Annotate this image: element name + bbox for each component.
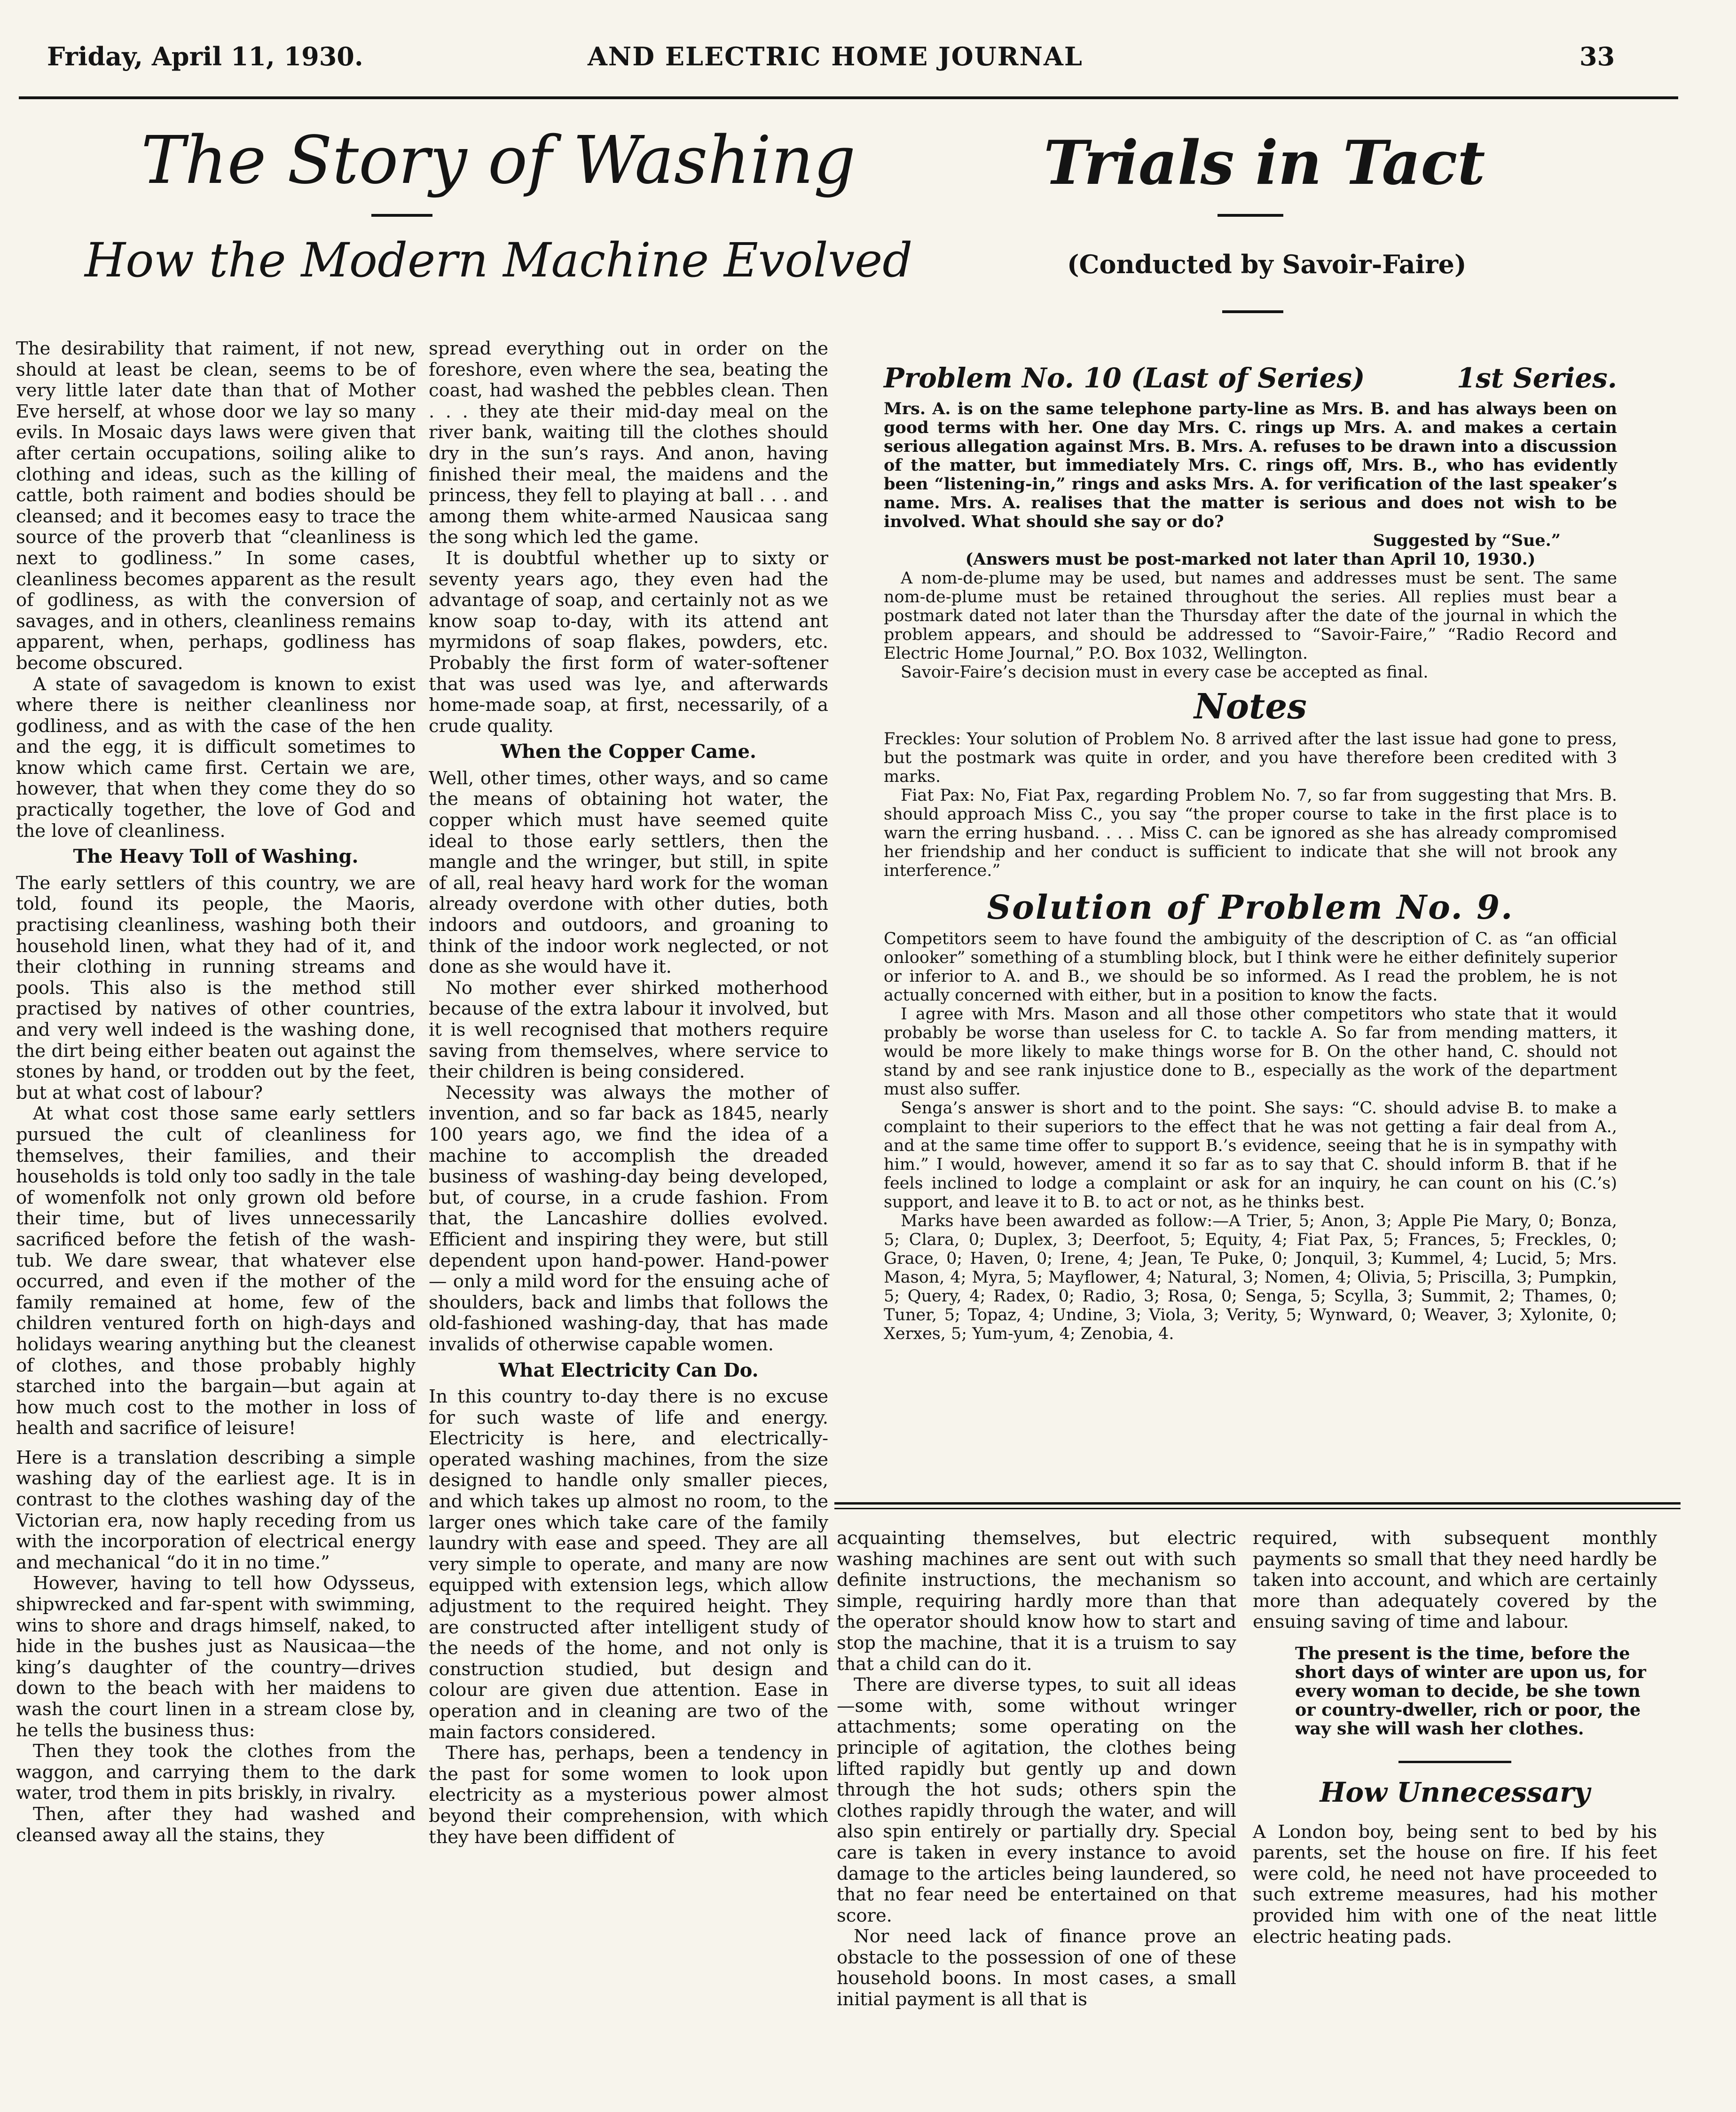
paragraph: Then, after they had washed and cleansed away all the stains, they — [16, 1803, 416, 1846]
solution-paragraph: I agree with Mrs. Mason and all those other competitors who state that it would probably be worse than useless for C. to tackle A. So far from mending matters, it would be more likely to make things worse for B. On the other hand, C. should not stand by and see rank injustice done to B., especially as the work of the department must also suffer. — [884, 1005, 1617, 1099]
closing-note: The present is the time, before the short days of winter are upon us, for every woman to decide, be she town or country-dweller, rich or poor, the way she will wash her clothes. — [1295, 1643, 1646, 1739]
note-item: Freckles: Your solution of Problem No. 8 arrived after the last issue had gone to press, but the postmark was quite in order, and you have therefore been credited with 3 marks. — [884, 730, 1617, 786]
washing-column-3 — [837, 1528, 1236, 2010]
paragraph: A London boy, being sent to bed by his parents, set the house on fire. If his feet were cold, he need not have proceeded to such extreme measures, had his mother provided him with one of the neat little electric heating pads. — [1253, 1821, 1657, 1947]
solution-paragraph: Marks have been awarded as follow:—A Trier, 5; Anon, 3; Apple Pie Mary, 0; Bonza, 5; Clara, 0; Duplex, 3; Deerfoot, 5; Equity, 4; Fiat Pax, 5; Frances, 5; Freckles, 0; Grace, 0; Haven, 0; Irene, 4; Jean, Te Puke, 0; Jonquil, 3; Kummel, 4; Lucid, 5; Mrs. Mason, 4; Myra, 5; Mayflower, 4; Natural, 3; Nomen, 4; Olivia, 5; Priscilla, 3; Pumpkin, 5; Query, 4; Radex, 0; Radio, 3; Rosa, 0; Senga, 5; Scylla, 3; Summit, 2; Thames, 0; Tuner, 5; Topaz, 4; Undine, 3; Viola, 3; Verity, 5; Wynward, 0; Weaver, 3; Xylonite, 0; Xerxes, 5; Yum-yum, 4; Zenobia, 4. — [884, 1212, 1617, 1343]
paragraph: No mother ever shirked motherhood because of the extra labour it involved, but it is well recognised that mothers require saving from themselves, where service to their children is being considered. — [429, 977, 828, 1083]
paragraph: Here is a translation describing a simple washing day of the earliest age. It is in contrast to the clothes washing day of the Victorian era, now haply receding from us with the incorporation of electrical energy and mechanical “do it in no time.” — [16, 1447, 416, 1573]
column-divider — [1398, 1761, 1511, 1763]
section-rule — [834, 1508, 1681, 1509]
paragraph: spread everything out in order on the foreshore, even where the sea, beating the coast, had washed the pebbles clean. Then . . . they ate their mid-day meal on the river bank, waiting till the clothes should dry in the sun’s rays. And anon, having finished their meal, the maidens and the princess, they fell to playing at ball . . . and among them white-armed Nausicaa sang the song which led the game. — [429, 338, 828, 548]
solution-paragraph: Competitors seem to have found the ambiguity of the description of C. as “an official onlooker” something of a stumbling block, but I think were he either definitely superior or inferior to A. and B., we should be so informed. As I read the problem, he is not actually concerned with either, but in a position to know the facts. — [884, 930, 1617, 1005]
tact-title: Trials in Tact — [1044, 128, 1485, 198]
header-rule — [19, 96, 1678, 99]
paragraph: There has, perhaps, been a tendency in the past for some women to look upon electricity as a mysterious power almost beyond their comprehension, with which they have been diffident of — [429, 1742, 828, 1848]
paragraph: At what cost those same early settlers pursued the cult of cleanliness for themselves, their families, and their households is told only too sadly in the tale of womenfolk not only grown old before their time, but of lives unnecessarily sacrificed before the fetish of the wash-tub. We dare swear, that whatever else occurred, and even if the mother of the family remained at home, few of the children ventured forth on high-days and holidays wearing anything but the cleanest of clothes, and those probably highly starched into the bargain—but again at how much cost to the mother in loss of health and sacrifice of leisure! — [16, 1103, 416, 1439]
paragraph: In this country to-day there is no excuse for such waste of life and energy. Electricity is here, and electrically-operated washing machines, from the size designed to handle only smaller pieces, and which takes up almost no room, to the larger ones which take care of the family laundry with ease and speed. They are all very simple to operate, and many are now equipped with extension legs, which allow adjustment to the required height. They are constructed after intelligent study of the needs of the home, and not only is construction studied, but design and colour are given due attention. Ease in operation and in cleaning are two of the main factors considered. — [429, 1386, 828, 1743]
section-heading: When the Copper Came. — [501, 741, 756, 763]
paragraph: acquainting themselves, but electric washing machines are sent out with such definite instructions, the mechanism so simple, requiring hardly more than that the operator should know how to start and stop the machine, that it is a truism to say that a child can do it. — [837, 1528, 1236, 1675]
section-heading: What Electricity Can Do. — [498, 1359, 759, 1381]
notes-heading: Notes — [1194, 686, 1307, 727]
decision-text: Savoir-Faire’s decision must in every case be accepted as final. — [901, 663, 1429, 682]
rules-text: A nom-de-plume may be used, but names and addresses must be sent. The same nom-de-plume must be retained throughout the series. All replies must bear a postmark dated not later than the Thursday after the date of the journal in which the problem appears, and should be addressed to “Savoir-Faire,” “Radio Record and Electric Home Journal,” P.O. Box 1032, Wellington. — [884, 569, 1617, 663]
problem-text: Mrs. A. is on the same telephone party-line as Mrs. B. and has always been on good terms with her. One day Mrs. C. rings up Mrs. A. and makes a certain serious allegation against Mrs. B. Mrs. A. refuses to be drawn into a discussion of the matter, but immediately Mrs. C. rings off, Mrs. B., who has evidently been “listening-in,” rings and asks Mrs. A. for verification of the last speaker’s name. Mrs. A. realises that the matter is serious and does not wish to be involved. What should she say or do? — [884, 399, 1617, 531]
solution-heading: Solution of Problem No. 9. — [987, 888, 1514, 927]
paragraph: required, with subsequent monthly payments so small that they need hardly be taken into account, and which are certainly more than adequately covered by the ensuing saving of time and labour. — [1253, 1528, 1657, 1633]
title-divider — [1222, 310, 1283, 313]
page-number: 33 — [1579, 41, 1615, 71]
paragraph: Necessity was always the mother of invention, and so far back as 1845, nearly 100 years ago, we find the idea of a machine to accomplish the dreaded business of washing-day being developed, but, of course, in a crude fashion. From that, the Lancashire dollies evolved. Efficient and inspiring they were, but still dependent upon hand-power. Hand-power — only a mild word for the ensuing ache of shoulders, back and limbs that follows the old-fashioned washing-day, that has made invalids of otherwise capable women. — [429, 1082, 828, 1355]
paragraph: A state of savagedom is known to exist where there is neither cleanliness nor godliness, and as with the case of the hen and the egg, it is difficult sometimes to know which came first. Certain we are, however, that when they come they do so practically together, the love of God and the love of cleanliness. — [16, 673, 416, 842]
solution-paragraph: Senga’s answer is short and to the point. She says: “C. should advise B. to make a complaint to their superiors to the effect that he was not getting a fair deal from A., and at the same time offer to support B.’s evidence, seeing that he is in sympathy with him.” I would, however, amend it so far as to say that C. should inform B. that if he feels inclined to lodge a complaint or ask for an inquiry, he can count on his (C.’s) support, and leave it to B. to act or not, as he thinks best. — [884, 1099, 1617, 1212]
washing-column-4 — [1253, 1528, 1657, 1947]
washing-title: The Story of Washing — [141, 122, 856, 199]
paragraph: Then they took the clothes from the waggon, and carrying them to the dark water, trod them in pits briskly, in rivalry. — [16, 1741, 416, 1804]
issue-date: Friday, April 11, 1930. — [47, 41, 363, 71]
journal-name: AND ELECTRIC HOME JOURNAL — [588, 41, 1083, 71]
title-divider — [1218, 214, 1283, 217]
paragraph: However, having to tell how Odysseus, shipwrecked and far-spent with swimming, wins to shore and drags himself, naked, to hide in the bushes just as Nausicaa—the king’s daughter of the country—drives down to the beach with her maidens to wash the court linen in a stream close by, he tells the business thus: — [16, 1573, 416, 1741]
washing-subtitle: How the Modern Machine Evolved — [85, 233, 913, 288]
series-label: 1st Series. — [1456, 362, 1617, 394]
suggested-by: Suggested by “Sue.” — [1373, 531, 1561, 550]
paragraph: There are diverse types, to suit all ideas—some with, some without wringer attachments; some operating on the principle of agitation, the clothes being lifted rapidly but gently up and down through the hot suds; others spin the clothes rapidly through the water, and will also spin entirely or partially dry. Special care is taken in every instance to avoid damage to the articles being laundered, so that no fear need be entertained on that score. — [837, 1674, 1236, 1926]
paragraph: Well, other times, other ways, and so came the means of obtaining hot water, the copper which must have seemed quite ideal to those early settlers, then the mangle and the wringer, but still, in spite of all, real heavy hard work for the woman already overdone with other duties, both indoors and outdoors, and groaning to think of the indoor work neglected, or not done as she would have it. — [429, 767, 828, 978]
paragraph: The early settlers of this country, we are told, found its people, the Maoris, practising cleanliness, washing both their household linen, what they had of it, and their clothing in running streams and pools. This also is the method still practised by natives of other countries, and very well indeed is the washing done, the dirt being either beaten out against the stones by hand, or trodden out by the feet, but at what cost of labour? — [16, 872, 416, 1103]
tact-subtitle: (Conducted by Savoir-Faire) — [1067, 249, 1467, 279]
answers-note: (Answers must be post-marked not later than April 10, 1930.) — [965, 550, 1536, 569]
section-heading: The Heavy Toll of Washing. — [73, 845, 359, 868]
paragraph: Nor need lack of finance prove an obstacle to the possession of one of these household boons. In most cases, a small initial payment is all that is — [837, 1926, 1236, 2010]
paragraph: It is doubtful whether up to sixty or seventy years ago, they even had the advantage of soap, and certainly not as we know soap to-day, with its attend ant myrmidons of soap flakes, powders, etc. Probably the first form of water-softener that was used was lye, and afterwards home-made soap, at first, necessarily, of a crude quality. — [429, 547, 828, 737]
tact-section — [884, 362, 1617, 1343]
washing-column-1 — [16, 339, 416, 1846]
paragraph: The desirability that raiment, if not new, should at least be clean, seems to be of very little later date than that of Mother Eve herself, at whose door we lay so many evils. In Mosaic days laws were given that after certain occupations, soiling alike to clothing and ideas, such as the killing of cattle, both raiment and bodies should be cleansed; and it becomes easy to trace the source of the proverb that “cleanliness is next to godliness.” In some cases, cleanliness becomes apparent as the result of godliness, as with the conversion of savages, and in others, cleanliness remains apparent, when, perhaps, godliness has become obscured. — [16, 338, 416, 674]
title-divider — [371, 214, 432, 217]
washing-column-2 — [429, 339, 828, 1848]
problem-heading: Problem No. 10 (Last of Series) — [884, 362, 1365, 394]
unnecessary-heading: How Unnecessary — [1320, 1776, 1590, 1808]
note-item: Fiat Pax: No, Fiat Pax, regarding Problem No. 7, so far from suggesting that Mrs. B. should approach Miss C., you say “the proper course to take in the first place is to warn the erring husband. . . . Miss C. can be ignored as she has already compromised her friendship and her conduct is sufficient to indicate that she will not brook any interference.” — [884, 786, 1617, 880]
section-rule — [834, 1502, 1681, 1505]
